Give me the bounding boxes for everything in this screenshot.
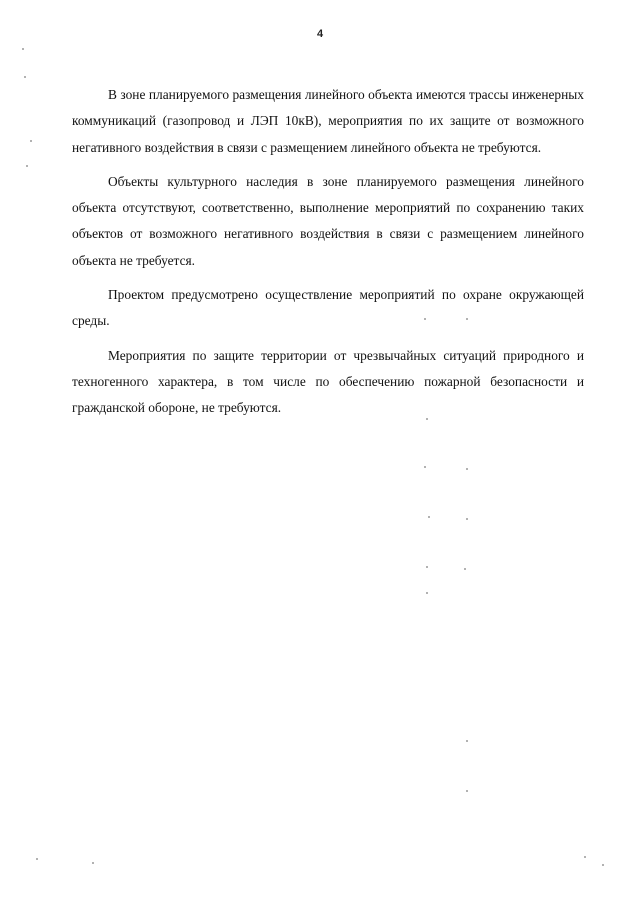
scan-speck (36, 858, 38, 860)
scan-speck (466, 468, 468, 470)
scan-speck (464, 568, 466, 570)
scan-speck (424, 466, 426, 468)
scan-speck (426, 418, 428, 420)
scan-speck (426, 566, 428, 568)
paragraph-cultural-heritage: Объекты культурного наследия в зоне планируемого размещения линейного объекта отсутствуют, соответственно, выполнение мероприятий по сохранению таких объектов от возможного негативного воздействия в связи с размещением линейного объекта не требуется. (72, 173, 584, 268)
scan-speck (30, 140, 32, 142)
scan-speck (426, 592, 428, 594)
paragraph-engineering-networks: В зоне планируемого размещения линейного объекта имеются трассы инженерных коммуникаций (газопровод и ЛЭП 10кВ), мероприятия по их защите от возможного негативного воздействия в связи с размещением линейного объекта не требуются. (72, 87, 584, 155)
scan-speck (466, 790, 468, 792)
scan-speck (466, 740, 468, 742)
scan-speck (424, 318, 426, 320)
scan-speck (584, 856, 586, 858)
scan-speck (22, 48, 24, 50)
page-number: 4 (316, 28, 324, 40)
document-body (72, 82, 584, 430)
paragraph-environment-protection: Проектом предусмотрено осуществление мероприятий по охране окружающей среды. (72, 287, 584, 329)
scan-speck (428, 516, 430, 518)
scan-speck (602, 864, 604, 866)
scan-speck (92, 862, 94, 864)
scan-speck (26, 165, 28, 167)
scan-speck (24, 76, 26, 78)
scan-speck (466, 318, 468, 320)
paragraph-emergency-measures: Мероприятия по защите территории от чрезвычайных ситуаций природного и техногенного характера, в том числе по обеспечению пожарной безопасности и гражданской обороне, не требуются. (72, 347, 584, 416)
scan-speck (466, 518, 468, 520)
